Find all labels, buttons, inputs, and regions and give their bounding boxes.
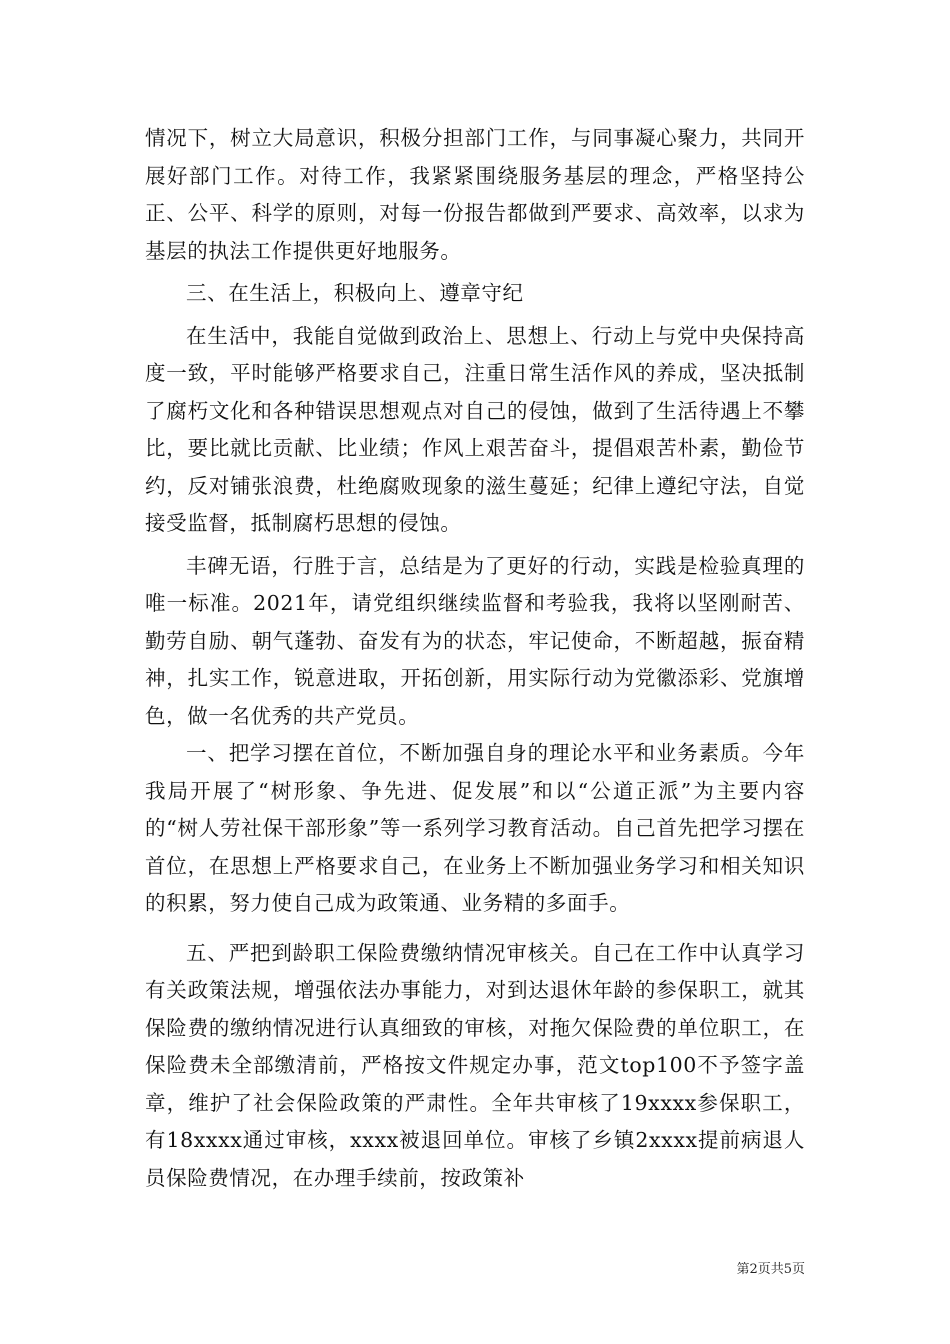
paragraph-study: 一、把学习摆在首位，不断加强自身的理论水平和业务素质。今年我局开展了“树形象、争先进、促发展”和以“公道正派”为主要内容的“树人劳社保干部形象”等一系列学习教育活动。自己首先把学习摆在首位，在思想上严格要求自己，在业务上不断加强业务学习和相关知识的积累，努力使自己成为政策通、业务精的多面手。 [145,741,805,915]
paragraph-summary: 丰碑无语，行胜于言，总结是为了更好的行动，实践是检验真理的唯一标准。2021年，请党组织继续监督和考验我，我将以坚刚耐苦、勤劳自励、朝气蓬勃、奋发有为的状态，牢记使命，不断超越，振奋精神，扎实工作，锐意进取，开拓创新，用实际行动为党徽添彩、党旗增色，做一名优秀的共产党员。 [145,553,805,728]
paragraph-continuation: 情况下，树立大局意识，积极分担部门工作，与同事凝心聚力，共同开展好部门工作。对待工作，我紧紧围绕服务基层的理念，严格坚持公正、公平、科学的原则，对每一份报告都做到严要求、高效率，以求为基层的执法工作提供更好地服务。 [145,126,805,263]
document-body [145,120,805,1197]
page-number-footer: 第2页共5页 [736,1262,805,1277]
section-heading-life: 三、在生活上，积极向上、遵章守纪 [186,281,524,305]
paragraph-insurance-review: 五、严把到龄职工保险费缴纳情况审核关。自己在工作中认真学习有关政策法规，增强依法办事能力，对到达退休年龄的参保职工，就其保险费的缴纳情况进行认真细致的审核，对拖欠保险费的单位职工，在保险费未全部缴清前，严格按文件规定办事，范文top100不予签字盖章，维护了社会保险政策的严肃性。全年共审核了19xxxx参保职工，有18xxxx通过审核，xxxx被退回单位。审核了乡镇2xxxx提前病退人员保险费情况，在办理手续前，按政策补 [145,940,805,1190]
paragraph-life: 在生活中，我能自觉做到政治上、思想上、行动上与党中央保持高度一致，平时能够严格要求自己，注重日常生活作风的养成，坚决抵制了腐朽文化和各种错误思想观点对自己的侵蚀，做到了生活待遇上不攀比，要比就比贡献、比业绩；作风上艰苦奋斗，提倡艰苦朴素，勤俭节约，反对铺张浪费，杜绝腐败现象的滋生蔓延；纪律上遵纪守法，自觉接受监督，抵制腐朽思想的侵蚀。 [145,323,805,535]
